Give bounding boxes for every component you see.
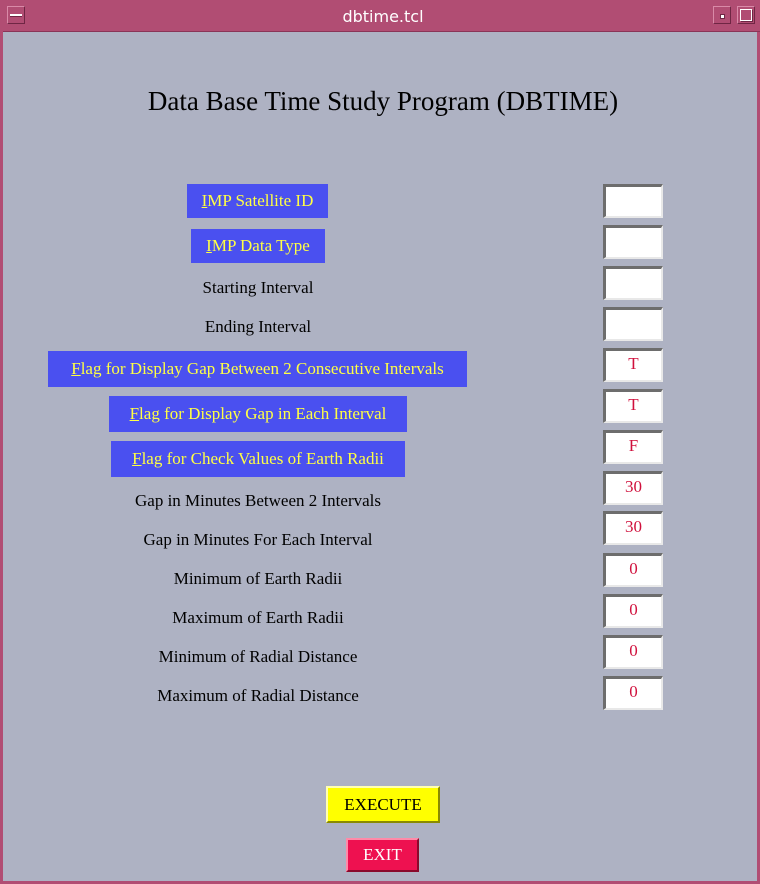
minimize-icon[interactable] [713,6,731,24]
gap-minutes-each-label: Gap in Minutes For Each Interval [143,530,373,549]
imp-data-type-field[interactable] [603,225,663,259]
execute-button[interactable]: EXECUTE [326,786,440,823]
ending-interval-label: Ending Interval [204,317,312,336]
ending-interval-field[interactable] [603,307,663,341]
minimum-radial-distance-field[interactable]: 0 [603,635,663,669]
flag-gap-between-intervals-button[interactable]: Flag for Display Gap Between 2 Consecutive Intervals [48,351,467,387]
flag-gap-between-intervals-field[interactable]: T [603,348,663,382]
flag-check-earth-radii-button[interactable]: Flag for Check Values of Earth Radii [111,441,405,477]
flag-check-earth-radii-field[interactable]: F [603,430,663,464]
minimum-radial-distance-label: Minimum of Radial Distance [158,647,358,666]
maximum-earth-radii-label: Maximum of Earth Radii [172,608,344,627]
title-bar[interactable] [3,0,760,32]
imp-satellite-id-field[interactable] [603,184,663,218]
flag-gap-each-interval-button[interactable]: Flag for Display Gap in Each Interval [109,396,407,432]
gap-minutes-between-field[interactable]: 30 [603,471,663,505]
maximize-icon[interactable] [737,6,755,24]
minimum-earth-radii-field[interactable]: 0 [603,553,663,587]
gap-minutes-between-label: Gap in Minutes Between 2 Intervals [135,491,381,510]
gap-minutes-each-field[interactable]: 30 [603,511,663,545]
flag-gap-each-interval-field[interactable]: T [603,389,663,423]
starting-interval-field[interactable] [603,266,663,300]
maximum-earth-radii-field[interactable]: 0 [603,594,663,628]
maximum-radial-distance-field[interactable]: 0 [603,676,663,710]
window-title: dbtime.tcl [342,7,424,26]
starting-interval-label: Starting Interval [202,278,314,297]
imp-data-type-button[interactable]: IMP Data Type [191,229,325,263]
maximum-radial-distance-label: Maximum of Radial Distance [157,686,359,705]
page-title: Data Base Time Study Program (DBTIME) [147,86,619,116]
exit-button[interactable]: EXIT [346,838,419,872]
minimum-earth-radii-label: Minimum of Earth Radii [173,569,343,588]
imp-satellite-id-button[interactable]: IMP Satellite ID [187,184,328,218]
